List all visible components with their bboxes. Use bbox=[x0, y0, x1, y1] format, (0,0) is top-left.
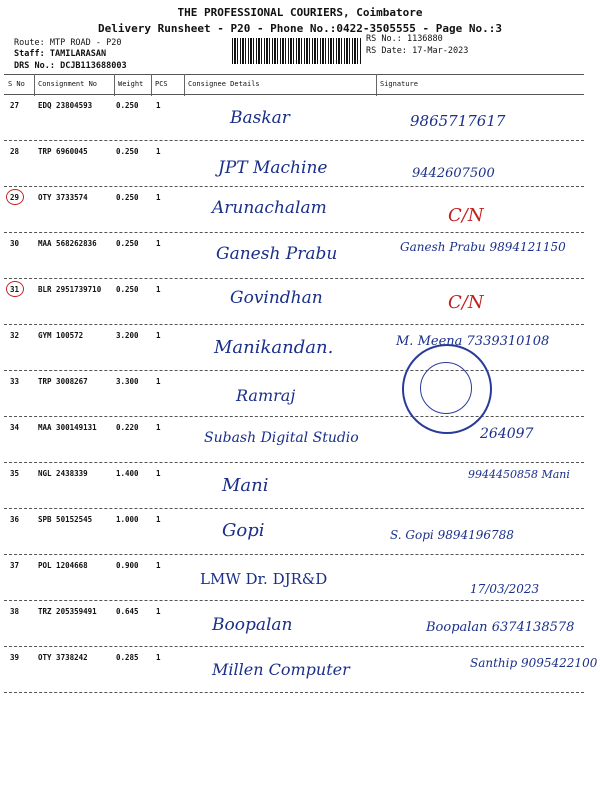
consignee-handwriting: Ramraj bbox=[236, 386, 296, 405]
col-signature: Signature bbox=[380, 80, 418, 88]
drs-line bbox=[14, 61, 127, 71]
row-consignment-no: OTY 3733574 bbox=[38, 193, 88, 202]
row-pcs: 1 bbox=[156, 607, 161, 616]
col-weight: Weight bbox=[118, 80, 144, 88]
signature-handwriting: 9442607500 bbox=[412, 166, 495, 181]
row-divider bbox=[4, 600, 584, 601]
sno-circle-mark bbox=[6, 281, 24, 297]
col-divider bbox=[376, 74, 377, 96]
col-consignee: Consignee Details bbox=[188, 80, 260, 88]
col-pcs: PCS bbox=[155, 80, 168, 88]
rs-no-label: RS No.: bbox=[366, 34, 402, 44]
row-weight: 1.400 bbox=[116, 469, 139, 478]
signature-handwriting: 17/03/2023 bbox=[470, 582, 540, 596]
row-consignment-no: MAA 568262836 bbox=[38, 239, 97, 248]
consignee-handwriting: Arunachalam bbox=[212, 198, 327, 218]
row-consignment-no: TRP 6960045 bbox=[38, 147, 88, 156]
row-weight: 1.000 bbox=[116, 515, 139, 524]
row-pcs: 1 bbox=[156, 469, 161, 478]
consignee-handwriting: Baskar bbox=[230, 108, 290, 128]
col-divider bbox=[151, 74, 152, 96]
row-weight: 0.250 bbox=[116, 101, 139, 110]
row-divider bbox=[4, 278, 584, 279]
consignee-handwriting: Ganesh Prabu bbox=[216, 244, 338, 264]
row-consignment-no: OTY 3738242 bbox=[38, 653, 88, 662]
col-divider bbox=[184, 74, 185, 96]
row-sno: 34 bbox=[10, 423, 20, 432]
row-divider bbox=[4, 416, 584, 417]
row-divider bbox=[4, 692, 584, 693]
consignee-handwriting: Govindhan bbox=[230, 288, 323, 308]
row-consignment-no: SPB 50152545 bbox=[38, 515, 93, 524]
row-weight: 0.285 bbox=[116, 653, 139, 662]
row-pcs: 1 bbox=[156, 101, 161, 110]
signature-handwriting: 9944450858 Mani bbox=[468, 468, 570, 481]
row-sno: 38 bbox=[10, 607, 20, 616]
signature-handwriting: Ganesh Prabu 9894121150 bbox=[400, 240, 566, 254]
header-bottom-rule bbox=[4, 94, 584, 95]
company-stamp bbox=[402, 344, 492, 434]
row-consignment-no: GYM 100572 bbox=[38, 331, 84, 340]
row-sno: 33 bbox=[10, 377, 20, 386]
consignee-handwriting: Millen Computer bbox=[212, 660, 350, 679]
row-divider bbox=[4, 646, 584, 647]
consignee-handwriting: JPT Machine bbox=[218, 158, 328, 178]
barcode bbox=[232, 38, 362, 64]
route-value: MTP ROAD - P20 bbox=[49, 38, 122, 48]
col-divider bbox=[114, 74, 115, 96]
row-divider bbox=[4, 140, 584, 141]
staff-label: Staff: bbox=[14, 49, 45, 59]
row-weight: 0.250 bbox=[116, 285, 139, 294]
staff-line bbox=[14, 49, 106, 59]
signature-handwriting: Boopalan 6374138578 bbox=[426, 620, 575, 635]
row-weight: 0.250 bbox=[116, 147, 139, 156]
consignee-handwriting: Boopalan bbox=[212, 615, 293, 635]
rs-date-line bbox=[366, 46, 468, 56]
signature-handwriting: 264097 bbox=[480, 426, 534, 442]
row-pcs: 1 bbox=[156, 193, 161, 202]
row-pcs: 1 bbox=[156, 423, 161, 432]
rs-date-value: 17-Mar-2023 bbox=[412, 46, 469, 56]
drs-label: DRS No.: bbox=[14, 61, 55, 71]
signature-handwriting: 9865717617 bbox=[410, 112, 506, 130]
row-weight: 0.645 bbox=[116, 607, 139, 616]
row-weight: 0.250 bbox=[116, 239, 139, 248]
row-pcs: 1 bbox=[156, 561, 161, 570]
row-consignment-no: TRP 3008267 bbox=[38, 377, 88, 386]
row-sno: 36 bbox=[10, 515, 20, 524]
row-consignment-no: TRZ 205359491 bbox=[38, 607, 97, 616]
row-divider bbox=[4, 508, 584, 509]
row-sno: 39 bbox=[10, 653, 20, 662]
row-weight: 3.200 bbox=[116, 331, 139, 340]
row-pcs: 1 bbox=[156, 377, 161, 386]
col-sno: S No bbox=[8, 80, 25, 88]
rs-no-value: 1136880 bbox=[406, 34, 443, 44]
row-sno: 35 bbox=[10, 469, 20, 478]
row-consignment-no: EDQ 23804593 bbox=[38, 101, 93, 110]
row-consignment-no: NGL 2438339 bbox=[38, 469, 88, 478]
row-weight: 0.220 bbox=[116, 423, 139, 432]
row-divider bbox=[4, 462, 584, 463]
row-pcs: 1 bbox=[156, 653, 161, 662]
signature-handwriting: Santhip 9095422100 bbox=[470, 656, 598, 670]
row-divider bbox=[4, 370, 584, 371]
row-sno: 31 bbox=[10, 285, 20, 294]
consignee-handwriting: Gopi bbox=[222, 520, 265, 541]
drs-value: DCJB113688003 bbox=[60, 61, 127, 71]
row-consignment-no: MAA 300149131 bbox=[38, 423, 97, 432]
row-sno: 27 bbox=[10, 101, 20, 110]
row-pcs: 1 bbox=[156, 515, 161, 524]
route-label: Route: bbox=[14, 38, 45, 48]
consignee-handwriting: Manikandan. bbox=[214, 337, 334, 358]
row-sno: 28 bbox=[10, 147, 20, 156]
col-divider bbox=[34, 74, 35, 96]
row-pcs: 1 bbox=[156, 285, 161, 294]
row-weight: 0.900 bbox=[116, 561, 139, 570]
rs-date-label: RS Date: bbox=[366, 46, 407, 56]
row-pcs: 1 bbox=[156, 147, 161, 156]
row-sno: 29 bbox=[10, 193, 20, 202]
row-consignment-no: POL 1204668 bbox=[38, 561, 88, 570]
signature-handwriting: M. Meena 7339310108 bbox=[396, 334, 550, 349]
row-pcs: 1 bbox=[156, 239, 161, 248]
header-top-rule bbox=[4, 74, 584, 75]
row-divider bbox=[4, 186, 584, 187]
signature-handwriting: S. Gopi 9894196788 bbox=[390, 528, 514, 542]
rs-no-line bbox=[366, 34, 443, 44]
row-divider bbox=[4, 232, 584, 233]
row-sno: 37 bbox=[10, 561, 20, 570]
row-weight: 3.300 bbox=[116, 377, 139, 386]
consignee-handwriting: LMW Dr. DJR&D bbox=[200, 570, 328, 588]
company-title: THE PROFESSIONAL COURIERS, Coimbatore bbox=[177, 6, 423, 19]
row-weight: 0.250 bbox=[116, 193, 139, 202]
row-sno: 30 bbox=[10, 239, 20, 248]
row-pcs: 1 bbox=[156, 331, 161, 340]
route-line bbox=[14, 38, 122, 48]
col-consignment: Consignment No bbox=[38, 80, 98, 88]
row-divider bbox=[4, 554, 584, 555]
row-divider bbox=[4, 324, 584, 325]
sno-circle-mark bbox=[6, 189, 24, 205]
staff-value: TAMILARASAN bbox=[49, 49, 107, 59]
consignee-handwriting: Subash Digital Studio bbox=[204, 430, 359, 446]
runsheet-title: Delivery Runsheet - P20 - Phone No.:0422-3505555 - Page No.:3 bbox=[98, 22, 502, 35]
row-sno: 32 bbox=[10, 331, 20, 340]
cn-mark: C/N bbox=[448, 205, 484, 226]
row-consignment-no: BLR 2951739710 bbox=[38, 285, 102, 294]
cn-mark: C/N bbox=[448, 292, 484, 313]
consignee-handwriting: Mani bbox=[222, 475, 269, 496]
